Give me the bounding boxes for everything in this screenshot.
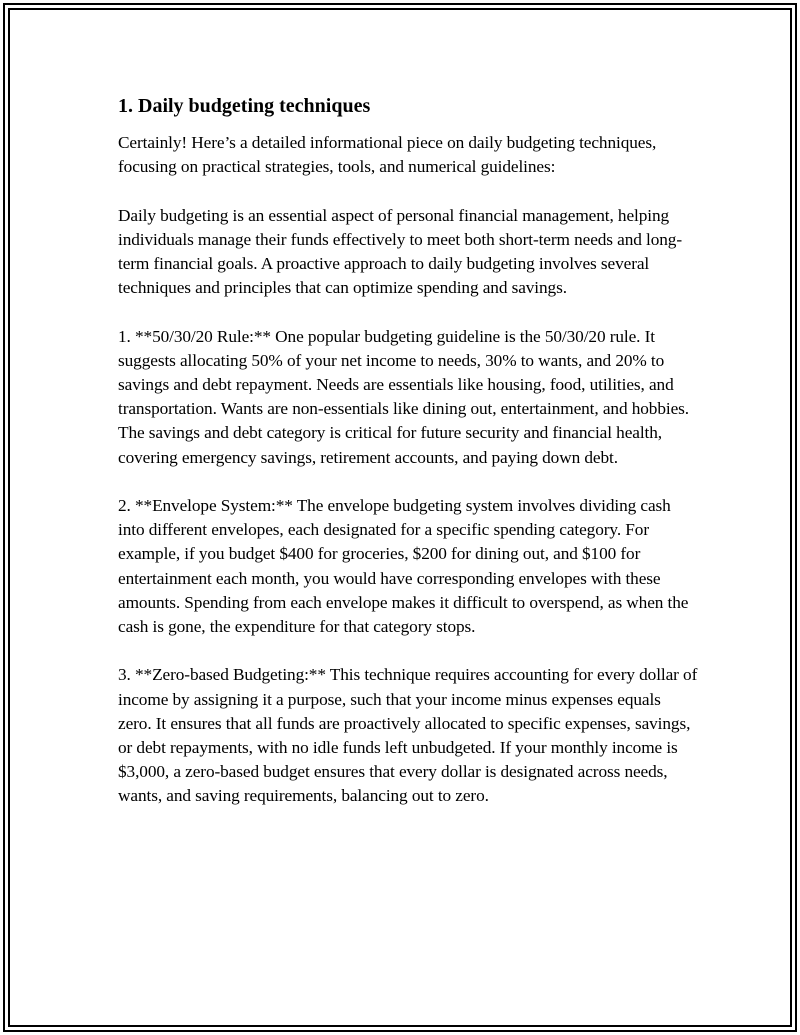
document-body — [118, 92, 698, 833]
intro-paragraph: Certainly! Here’s a detailed informational piece on daily budgeting techniques, focusing on practical strategies, tools, and numerical guidelines: — [118, 133, 657, 177]
document-title: 1. Daily budgeting techniques — [118, 95, 371, 117]
envelope-system-paragraph: 2. **Envelope System:** The envelope budgeting system involves dividing cash into different envelopes, each designated for a specific spending category. For example, if you budget $400 for groceries, $200 for dining out, and $100 for entertainment each month, you would have corresponding envelopes with these amounts. Spending from each envelope makes it difficult to overspend, as when the cash is gone, the expenditure for that category stops. — [118, 496, 689, 637]
rule-50-30-20-paragraph: 1. **50/30/20 Rule:** One popular budgeting guideline is the 50/30/20 rule. It suggests allocating 50% of your net income to needs, 30% to wants, and 20% to savings and debt repayment. Needs are essentials like housing, food, utilities, and transportation. Wants are non-essentials like dining out, entertainment, and hobbies. The savings and debt category is critical for future security and financial health, covering emergency savings, retirement accounts, and paying down debt. — [118, 326, 689, 467]
zero-based-budgeting-paragraph: 3. **Zero-based Budgeting:** This technique requires accounting for every dollar of income by assigning it a purpose, such that your income minus expenses equals zero. It ensures that all funds are proactively allocated to specific expenses, savings, or debt repayments, with no idle funds left unbudgeted. If your monthly income is $3,000, a zero-based budget ensures that every dollar is designated across needs, wants, and saving requirements, balancing out to zero. — [118, 665, 698, 806]
overview-paragraph: Daily budgeting is an essential aspect of personal financial management, helping individuals manage their funds effectively to meet both short-term needs and long-term financial goals. A proactive approach to daily budgeting involves several techniques and principles that can optimize spending and savings. — [118, 205, 683, 298]
